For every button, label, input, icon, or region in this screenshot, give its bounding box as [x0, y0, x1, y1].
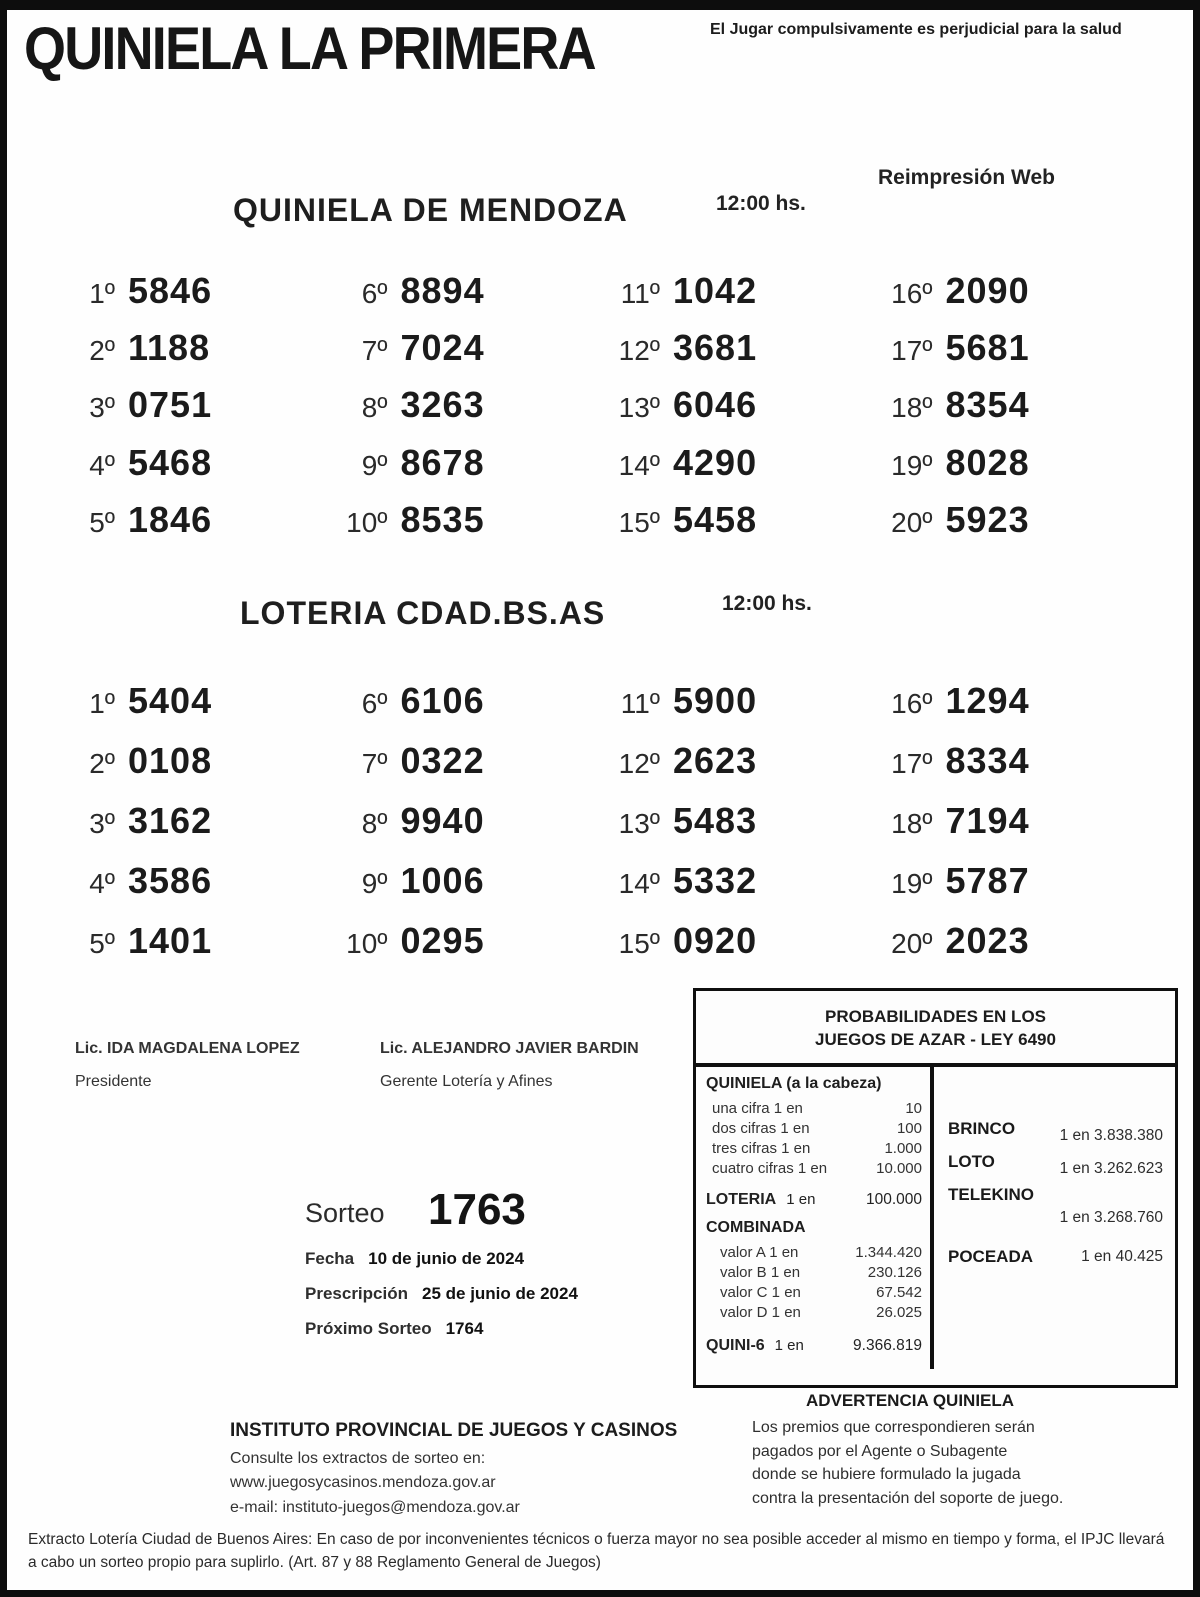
- result-item: [873, 442, 1146, 499]
- official-manager-role: Gerente Lotería y Afines: [380, 1073, 553, 1090]
- result-item: [328, 270, 601, 327]
- result-item: [55, 384, 328, 441]
- result-position: 7º: [361, 748, 388, 779]
- quini6-value: 9.366.819: [853, 1337, 922, 1354]
- advertencia-line: [752, 1487, 1112, 1511]
- game-odds-row: [948, 1119, 1163, 1144]
- result-number: 5483: [673, 800, 758, 841]
- prescripcion-value: 25 de junio de 2024: [422, 1284, 578, 1303]
- odds-row: [706, 1159, 922, 1179]
- result-position: 20º: [891, 506, 933, 538]
- result-position: 1º: [89, 278, 115, 309]
- result-item: [55, 270, 328, 327]
- quini6-mid: 1 en: [774, 1337, 804, 1354]
- odds-row: [706, 1119, 922, 1139]
- result-number: 0295: [400, 920, 485, 961]
- result-number: 5787: [945, 860, 1030, 901]
- odds-label: tres cifras 1 en: [712, 1140, 811, 1157]
- result-position: 4º: [89, 449, 115, 481]
- result-position: 5º: [89, 928, 115, 959]
- result-position: 19º: [891, 449, 933, 481]
- result-number: 7194: [945, 800, 1030, 841]
- result-position: 14º: [618, 868, 660, 899]
- odds-label: cuatro cifras 1 en: [712, 1160, 828, 1177]
- result-item: [873, 680, 1146, 740]
- result-number: 0751: [128, 384, 213, 426]
- result-number: 8334: [945, 740, 1030, 781]
- institute-consult-line: Consulte los extractos de sorteo en:: [230, 1450, 486, 1467]
- loteria-mid: 1 en: [786, 1191, 816, 1208]
- result-position: 17º: [891, 335, 933, 367]
- bsas-results-grid: [55, 680, 1145, 980]
- result-number: 2023: [945, 920, 1030, 961]
- result-number: 2090: [945, 270, 1030, 311]
- result-item: [873, 860, 1146, 920]
- result-number: 5681: [945, 327, 1030, 369]
- odds-label: valor A 1 en: [720, 1244, 799, 1261]
- result-item: [55, 499, 328, 556]
- advertencia-line: [752, 1416, 1112, 1440]
- result-item: [873, 270, 1146, 327]
- game-name: LOTO: [948, 1152, 995, 1171]
- advertencia-heading: ADVERTENCIA QUINIELA: [805, 1391, 1015, 1410]
- result-number: 1846: [128, 498, 213, 540]
- health-warning-text: El Jugar compulsivamente es perjudicial para la salud: [710, 21, 1122, 38]
- mendoza-time: 12:00 hs.: [716, 192, 806, 215]
- result-item: [600, 442, 873, 499]
- odds-row: [706, 1283, 922, 1303]
- result-position: 11º: [620, 688, 660, 719]
- result-number: 3263: [400, 384, 485, 426]
- odds-row: [706, 1139, 922, 1159]
- result-number: 8678: [400, 441, 485, 483]
- result-item: [873, 384, 1146, 441]
- result-position: 15º: [618, 506, 660, 538]
- advertencia-line: [752, 1463, 1112, 1487]
- result-position: 2º: [89, 335, 115, 367]
- probabilities-body: [696, 1067, 1175, 1369]
- result-position: 7º: [361, 335, 388, 367]
- proximo-value: 1764: [445, 1319, 484, 1338]
- institute-name: INSTITUTO PROVINCIAL DE JUEGOS Y CASINOS: [230, 1420, 678, 1441]
- result-position: 8º: [361, 808, 388, 839]
- result-position: 6º: [361, 278, 388, 309]
- institute-email: e-mail: instituto-juegos@mendoza.gov.ar: [230, 1499, 520, 1516]
- probabilities-title: [696, 991, 1175, 1067]
- result-number: 7024: [400, 327, 485, 369]
- result-item: [600, 384, 873, 441]
- result-number: 5404: [128, 680, 213, 721]
- game-odds: 1 en 40.425: [1081, 1248, 1163, 1265]
- result-position: 12º: [618, 748, 660, 779]
- probabilities-title-line1: PROBABILIDADES EN LOS: [824, 1007, 1047, 1026]
- official-president-name: Lic. IDA MAGDALENA LOPEZ: [75, 1040, 300, 1057]
- odds-row: [706, 1263, 922, 1283]
- result-position: 13º: [618, 392, 660, 424]
- loteria-label: LOTERIA: [706, 1191, 777, 1208]
- game-odds-row: [948, 1185, 1163, 1227]
- result-number: 0108: [128, 740, 213, 781]
- result-number: 5900: [673, 680, 758, 721]
- quiniela-odds-rows: [706, 1099, 922, 1179]
- reprint-label: Reimpresión Web: [878, 166, 1055, 189]
- result-item: [873, 800, 1146, 860]
- result-position: 16º: [891, 278, 933, 309]
- advertencia-text: [752, 1416, 1112, 1510]
- institute-website: www.juegosycasinos.mendoza.gov.ar: [230, 1474, 496, 1491]
- game-name: BRINCO: [948, 1119, 1016, 1138]
- bottom-edge-bar: [0, 1590, 1200, 1597]
- result-position: 13º: [618, 808, 660, 839]
- result-item: [600, 800, 873, 860]
- sorteo-fecha-row: [305, 1249, 524, 1269]
- advertencia-line-text: donde se hubiere formulado la jugada: [752, 1466, 1021, 1483]
- mendoza-results-grid: [55, 270, 1145, 556]
- result-item: [328, 920, 601, 980]
- result-position: 4º: [89, 868, 115, 899]
- quini6-odds-row: [706, 1337, 922, 1355]
- odds-row: [706, 1099, 922, 1119]
- result-position: 14º: [618, 449, 660, 481]
- odds-row: [706, 1243, 922, 1263]
- result-number: 8028: [945, 441, 1030, 483]
- result-position: 10º: [346, 506, 388, 538]
- official-president-role: Presidente: [75, 1073, 152, 1090]
- result-number: 0920: [673, 920, 758, 961]
- result-number: 1401: [128, 920, 213, 961]
- result-number: 5923: [945, 498, 1030, 540]
- result-item: [600, 680, 873, 740]
- result-position: 12º: [618, 335, 660, 367]
- result-number: 5468: [128, 441, 213, 483]
- result-position: 1º: [89, 688, 115, 719]
- result-position: 11º: [620, 278, 660, 309]
- result-number: 4290: [673, 441, 758, 483]
- result-number: 2623: [673, 740, 758, 781]
- game-odds-row: [948, 1152, 1163, 1177]
- game-name: POCEADA: [948, 1247, 1034, 1266]
- result-number: 8535: [400, 498, 485, 540]
- odds-label: valor C 1 en: [720, 1284, 801, 1301]
- game-odds: 1 en 3.268.760: [1059, 1209, 1163, 1226]
- result-number: 1188: [128, 327, 211, 369]
- sorteo-number: 1763: [428, 1185, 526, 1234]
- advertencia-line-text: pagados por el Agente o Subagente: [752, 1442, 1008, 1460]
- result-number: 1294: [945, 680, 1030, 721]
- result-position: 3º: [89, 808, 115, 839]
- combinada-rows: [706, 1243, 922, 1323]
- probabilities-title-line2: JUEGOS DE AZAR - LEY 6490: [815, 1030, 1056, 1049]
- result-position: 9º: [361, 868, 388, 899]
- result-position: 15º: [618, 928, 660, 959]
- result-number: 3162: [128, 800, 213, 841]
- result-number: 6106: [400, 680, 485, 721]
- odds-value: 10: [905, 1100, 922, 1117]
- official-manager-name: Lic. ALEJANDRO JAVIER BARDIN: [380, 1040, 639, 1057]
- odds-label: valor B 1 en: [720, 1264, 801, 1281]
- result-item: [600, 270, 873, 327]
- result-item: [328, 740, 601, 800]
- combinada-heading: COMBINADA: [706, 1219, 806, 1236]
- loteria-odds-row: [706, 1191, 922, 1209]
- probabilities-left-column: [696, 1067, 934, 1369]
- odds-label: valor D 1 en: [720, 1304, 801, 1321]
- result-number: 5458: [673, 498, 758, 540]
- advertencia-line-text: contra la presentación del soporte de juego.: [752, 1489, 1064, 1507]
- loteria-value: 100.000: [865, 1191, 922, 1208]
- odds-row: [706, 1303, 922, 1323]
- odds-label: una cifra 1 en: [712, 1100, 803, 1117]
- result-item: [328, 384, 601, 441]
- result-position: 5º: [89, 506, 115, 538]
- result-position: 6º: [361, 688, 388, 719]
- result-item: [55, 740, 328, 800]
- result-item: [55, 680, 328, 740]
- odds-value: 230.126: [867, 1264, 922, 1281]
- result-item: [873, 499, 1146, 556]
- game-odds: 1 en 3.838.380: [1059, 1127, 1163, 1144]
- odds-value: 10.000: [876, 1160, 922, 1177]
- result-number: 1042: [673, 270, 758, 311]
- result-number: 5846: [128, 270, 213, 311]
- result-item: [600, 327, 873, 384]
- odds-value: 67.542: [876, 1284, 922, 1301]
- result-number: 0322: [400, 740, 485, 781]
- result-number: 6046: [673, 384, 758, 426]
- result-item: [873, 327, 1146, 384]
- fecha-value: 10 de junio de 2024: [368, 1249, 525, 1268]
- result-item: [328, 499, 601, 556]
- result-number: 3586: [128, 860, 213, 901]
- result-item: [55, 800, 328, 860]
- result-item: [873, 920, 1146, 980]
- result-position: 17º: [891, 748, 933, 779]
- fecha-label: Fecha: [305, 1249, 355, 1268]
- game-name: TELEKINO: [948, 1185, 1034, 1204]
- result-position: 9º: [361, 449, 388, 481]
- quiniela-odds-heading: QUINIELA (a la cabeza): [706, 1075, 882, 1092]
- result-position: 2º: [89, 748, 115, 779]
- result-position: 18º: [891, 808, 933, 839]
- mendoza-heading: QUINIELA DE MENDOZA: [233, 192, 628, 228]
- result-item: [55, 860, 328, 920]
- result-item: [328, 442, 601, 499]
- quini6-label: QUINI-6: [706, 1337, 765, 1354]
- sorteo-proximo-row: [305, 1319, 483, 1339]
- result-number: 3681: [673, 327, 758, 369]
- result-position: 3º: [89, 392, 115, 424]
- result-item: [55, 442, 328, 499]
- footer-extract-text: Extracto Lotería Ciudad de Buenos Aires: En caso de por inconvenientes técnicos o fuerza mayor no sea posible acceder al mismo en tiempo y forma, el IPJC llevará a cabo un sorteo propio para suplirlo. (Art. 87 y 88 Reglamento General de Juegos): [28, 1531, 1165, 1571]
- result-item: [55, 327, 328, 384]
- result-item: [328, 680, 601, 740]
- odds-label: dos cifras 1 en: [712, 1120, 810, 1137]
- proximo-label: Próximo Sorteo: [305, 1319, 432, 1338]
- result-number: 8894: [400, 270, 485, 311]
- result-item: [328, 800, 601, 860]
- result-position: 16º: [891, 688, 933, 719]
- result-item: [600, 499, 873, 556]
- odds-value: 1.344.420: [855, 1244, 922, 1261]
- result-item: [873, 740, 1146, 800]
- bsas-time: 12:00 hs.: [722, 592, 812, 615]
- result-position: 19º: [891, 868, 933, 899]
- advertencia-line: [752, 1440, 1112, 1464]
- result-item: [600, 860, 873, 920]
- game-odds: 1 en 3.262.623: [1059, 1160, 1163, 1177]
- sorteo-prescripcion-row: [305, 1284, 578, 1304]
- prescripcion-label: Prescripción: [305, 1284, 408, 1303]
- result-item: [328, 327, 601, 384]
- result-item: [55, 920, 328, 980]
- probabilities-box: [693, 988, 1178, 1388]
- result-position: 8º: [361, 392, 388, 424]
- result-item: [600, 740, 873, 800]
- result-position: 10º: [346, 928, 388, 959]
- odds-value: 100: [896, 1120, 922, 1137]
- result-position: 20º: [891, 928, 933, 959]
- game-odds-row: [948, 1247, 1163, 1267]
- result-item: [600, 920, 873, 980]
- sorteo-label: Sorteo: [305, 1198, 385, 1228]
- odds-value: 1.000: [884, 1140, 922, 1157]
- page-title: QUINIELA LA PRIMERA: [24, 15, 595, 82]
- odds-value: 26.025: [876, 1304, 922, 1321]
- probabilities-right-column: [934, 1067, 1175, 1369]
- result-position: 18º: [891, 392, 933, 424]
- result-item: [328, 860, 601, 920]
- bsas-heading: LOTERIA CDAD.BS.AS: [240, 595, 606, 631]
- result-number: 8354: [945, 384, 1030, 426]
- result-number: 1006: [400, 860, 485, 901]
- advertencia-line-text: Los premios que correspondieren serán: [752, 1419, 1035, 1436]
- result-number: 9940: [400, 800, 485, 841]
- result-number: 5332: [673, 860, 758, 901]
